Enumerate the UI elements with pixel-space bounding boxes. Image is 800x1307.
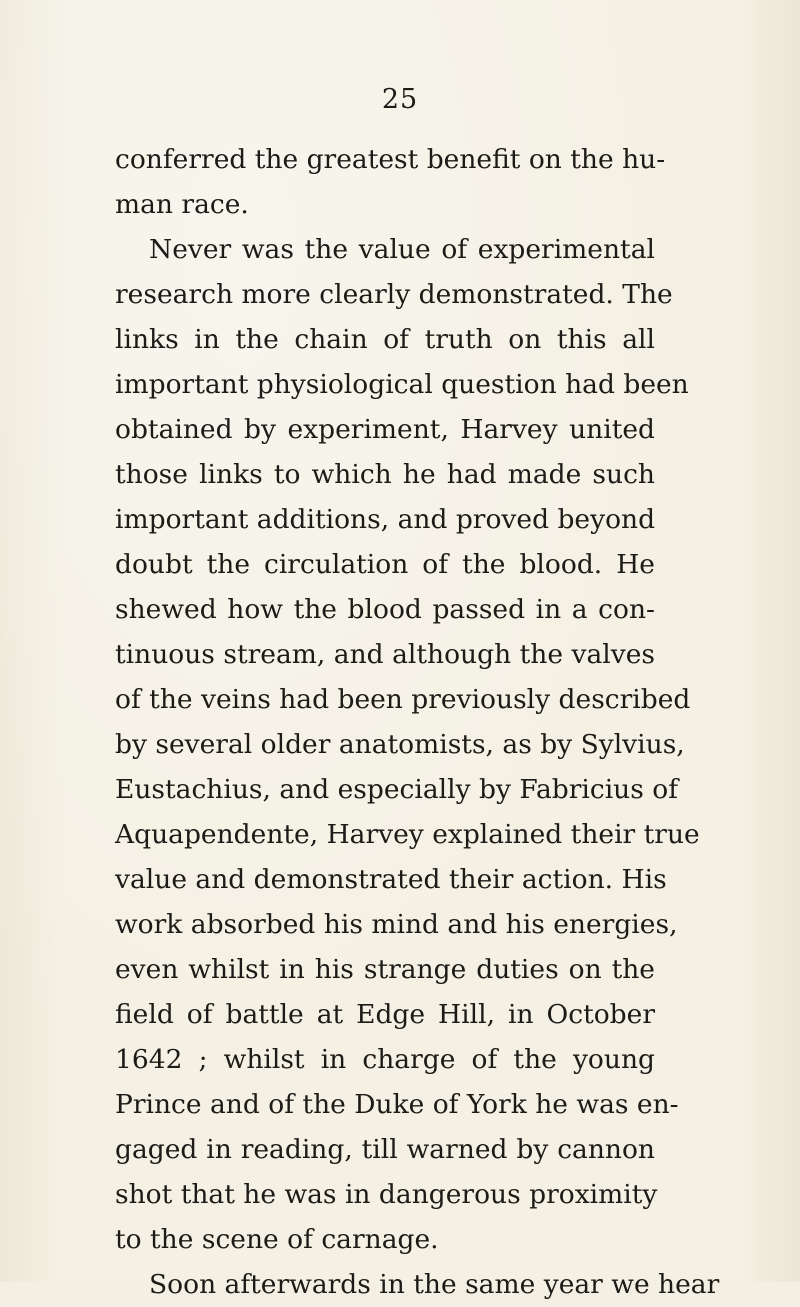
text-line: obtained by experiment, Harvey united xyxy=(115,414,655,445)
text-line: important physiological question had been xyxy=(115,369,689,400)
text-line: Eustachius, and especially by Fabricius of xyxy=(115,774,679,805)
text-line: gaged in reading, till warned by cannon xyxy=(115,1134,655,1165)
text-line: man race. xyxy=(115,189,249,220)
text-line: field of battle at Edge Hill, in October xyxy=(115,999,655,1030)
text-line: shewed how the blood passed in a con- xyxy=(115,594,655,625)
text-line: links in the chain of truth on this all xyxy=(115,324,655,355)
text-line: tinuous stream, and although the valves xyxy=(115,639,655,670)
text-line: by several older anatomists, as by Sylvius, xyxy=(115,729,685,760)
text-line: Soon afterwards in the same year we hear xyxy=(149,1269,720,1300)
text-line: value and demonstrated their action. His xyxy=(115,864,667,895)
page-number: 25 xyxy=(381,84,419,115)
text-line: to the scene of carnage. xyxy=(115,1224,439,1255)
text-line: even whilst in his strange duties on the xyxy=(115,954,655,985)
text-line: Never was the value of experimental xyxy=(149,234,655,265)
text-line: work absorbed his mind and his energies, xyxy=(115,909,678,940)
text-line: conferred the greatest benefit on the hu- xyxy=(115,144,666,175)
text-line: those links to which he had made such xyxy=(115,459,655,490)
text-line: shot that he was in dangerous proximity xyxy=(115,1179,658,1210)
text-line: research more clearly demonstrated. The xyxy=(115,279,673,310)
text-line: Aquapendente, Harvey explained their true xyxy=(115,819,700,850)
text-line: 1642 ; whilst in charge of the young xyxy=(115,1044,655,1075)
body-text xyxy=(115,137,720,1307)
text-line: important additions, and proved beyond xyxy=(115,504,656,535)
text-line: of the veins had been previously described xyxy=(115,684,691,715)
text-line: Prince and of the Duke of York he was en- xyxy=(115,1089,679,1120)
text-line: doubt the circulation of the blood. He xyxy=(115,549,655,580)
